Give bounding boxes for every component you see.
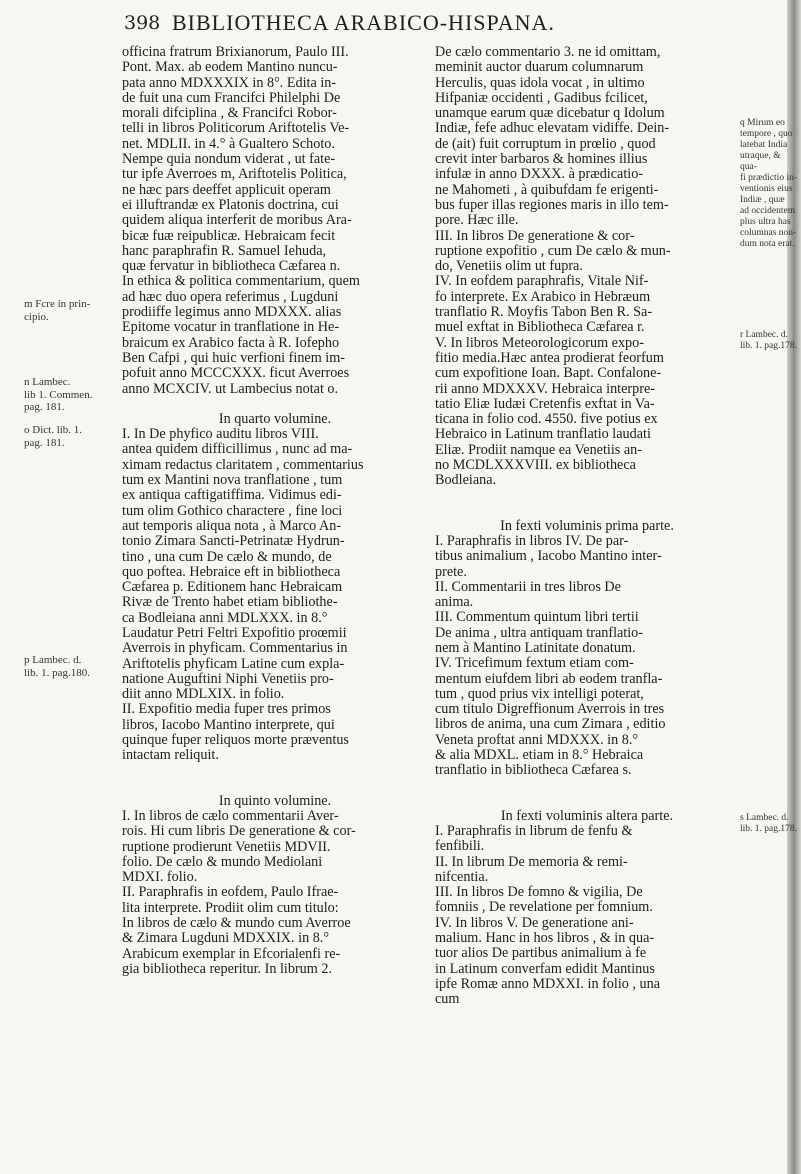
text-line: II. Expofitio media fuper tres primos [122,701,331,718]
text-line: II. Paraphrafis in eofdem, Paulo Ifrae- [122,884,339,901]
text-line [122,779,428,794]
text-line: ximam redactus claritatem , commentarius [122,456,364,473]
margin-note-r: r Lambec. d. lib. 1. pag.178. [740,330,797,351]
text-line: Ariftotelis phyficam Latine cum expla- [122,655,345,672]
text-line: libros, Iacobo Mantino interprete, qui [122,716,335,733]
text-line: braicum ex Arabico facta à R. Iofepho [122,334,340,351]
text-line: natione Auguftini Niphi Venetiis pro- [122,670,334,687]
text-line: cum titulo Digreffionum Averrois in tres [435,701,665,718]
text-line: muel exftat in Bibliotheca Cæfarea r. [435,319,645,336]
text-line: tranflatio R. Moyfis Tabon Ben R. Sa- [435,304,653,321]
text-line: malium. Hanc in hos libros , & in qua- [435,930,655,947]
text-line: ne hæc pars deeffet applicuit operam [122,181,331,198]
text-line: de (ait) fuit corruptum in prœlio , quod [435,135,656,152]
text-line: & Zimara Lugduni MDXXIX. in 8.° [122,930,330,947]
page-number: 398 [124,12,161,34]
text-line: fo interprete. Ex Arabico in Hebræum [435,288,651,305]
section-heading: In fexti voluminis prima parte. [500,517,674,534]
text-line: In ethica & politica commentarium, quem [122,273,360,290]
text-line: tuor alios De partibus animalium à fe [435,945,647,962]
text-line: anima. [435,594,474,611]
text-line: Eliæ. Prodiit namque ea Venetiis an- [435,441,642,458]
text-line: ca Bodleiana anni MDLXXX. in 8.° [122,609,328,626]
text-line: tum , quod prius vix intelligi poterat, [435,685,644,702]
section-heading: In fexti voluminis altera parte. [500,807,674,824]
text-line: meminit auctor duarum columnarum [435,59,644,76]
text-line: Rivæ de Trento habet etiam bibliothe- [122,594,338,611]
section-heading: In quinto volumine. [218,792,332,809]
margin-note-s: s Lambec. d. lib. 1. pag.178. [740,813,797,834]
text-line: nem à Mantino Latinitate donatum. [435,639,636,656]
text-line: folio. De cælo & mundo Mediolani [122,853,323,870]
text-line: tino , una cum De cælo & mundo, de [122,548,332,565]
text-line: hanc paraphrafin R. Samuel Iehuda, [122,242,327,259]
text-line: pata anno MDXXXIX in 8°. Edita in- [122,74,337,91]
text-line: Arabicum exemplar in Efcorialenfi re- [122,945,341,962]
text-line: Hebraico in Latinum tranflatio laudati [435,426,651,443]
text-line: Bodleiana. [435,472,497,489]
text-line: De anima , ultra antiquam tranflatio- [435,624,644,641]
text-line [435,489,739,504]
text-line: tranflatio in bibliotheca Cæfarea s. [435,762,632,779]
text-line: V. In libros Meteorologicorum expo- [435,334,644,351]
text-line: de fuit una cum Francifci Philelphi De [122,89,341,106]
text-line: & alia MDXL. etiam in 8.° Hebraica [435,747,644,764]
text-line [435,504,739,519]
text-line: Cæfarea p. Editionem hanc Hebraicam [122,579,343,596]
right-column [435,45,739,1008]
text-line: Pont. Max. ab eodem Mantino nuncu- [122,59,338,76]
text-line: quo poftea. Hebraice eft in bibliotheca [122,563,341,580]
text-line: Indiæ, fefe adhuc elevatam vidiffe. Dein- [435,120,670,137]
text-line: I. Paraphrafis in librum de fenfu & [435,822,633,839]
text-line: mentum eiufdem libri ab eodem tranfla- [435,670,663,687]
text-line: ticana in folio cod. 4550. five potius ex [435,411,658,428]
text-line: I. In libros de cælo commentarii Aver- [122,807,339,824]
text-line: in Latinum converfam edidit Mantinus [435,960,655,977]
text-line: anno MCXCIV. ut Lambecius notat o. [122,380,339,397]
text-line: MDXI. folio. [122,869,198,886]
text-line: Hifpaniæ occidenti , Gadibus fcilicet, [435,89,648,106]
text-line: do, Venetiis olim ut fupra. [435,258,583,275]
text-line: gia bibliotheca reperitur. In librum 2. [122,960,332,977]
text-line: In libros de cælo & mundo cum Averroe [122,915,351,932]
text-line: pore. Hæc ille. [435,212,519,229]
text-line: quæ fervatur in bibliotheca Cæfarea n. [122,258,341,275]
text-line: ruptione prodierunt Venetiis MDVII. [122,838,331,855]
text-line: IV. In libros V. De generatione ani- [435,914,634,931]
text-line: rii anno MDXXXV. Hebraica interpre- [435,380,655,397]
text-line: bus fuper illas regiones maris in illo tem- [435,196,669,213]
text-line: telli in libros Politicorum Ariftotelis Ve- [122,120,350,137]
text-line: fitio media.Hæc antea prodierat feorfum [435,349,664,366]
text-line: fomniis , De revelatione per fomnium. [435,899,653,916]
text-line: quinque fuper reliquos morte præventus [122,732,349,749]
text-line: ad hæc duo opera referimus , Lugduni [122,288,339,305]
margin-note-o: o Dict. lib. 1. pag. 181. [24,424,83,449]
text-line: crevit inter barbaros & homines illius [435,151,648,168]
text-line: morali difciplina , & Francifci Robor- [122,105,337,122]
text-line [122,397,428,412]
text-line: Laudatur Petri Feltri Expofitio proœmii [122,624,347,641]
text-line: pofuit anno MCCCXXX. ficut Averroes [122,365,350,382]
text-line: tonio Zimara Sancti-Petrinatæ Hydrun- [122,533,345,550]
text-line: De cælo commentario 3. ne id omittam, [435,44,661,60]
text-line: Averrois in phyficam. Commentarius in [122,640,348,657]
text-line: Herculis, quas idola vocat , in ultimo [435,74,645,91]
text-line: prete. [435,563,467,580]
text-line: cum [435,991,460,1008]
text-line: I. Paraphrafis in libros IV. De par- [435,532,629,549]
text-line: quidem aliqua interferit de moribus Ara- [122,212,352,229]
text-line: bicæ fuæ reipublicæ. Hebraicam fecit [122,227,336,244]
text-line: Ben Cafpi , qui huic verfioni finem im- [122,349,346,366]
text-line: tatio Eliæ Iudæi Cretenfis exftat in Va- [435,395,655,412]
text-line: ne Mahometi , à quibufdam fe erigenti- [435,181,659,198]
text-line: diit anno MDLXIX. in folio. [122,686,285,703]
text-line: ruptione expofitio , cum De cælo & mun- [435,242,671,259]
text-line: antea quidem difficillimus , nunc ad ma- [122,441,353,458]
text-line: libros de anima, una cum Zimara , editio [435,716,666,733]
text-line: cum expofitione Ioan. Bapt. Confalone- [435,365,662,382]
margin-note-n: n Lambec. lib 1. Commen. pag. 181. [24,376,93,413]
running-title: BIBLIOTHECA ARABICO-HISPANA. [172,10,555,35]
text-line: unamque earum quæ dicebatur q Idolum [435,105,665,122]
margin-note-m: m Fcre in prin- cipio. [24,298,91,323]
text-line: Epitome vocatur in tranflatione in He- [122,319,340,336]
section-heading: In quarto volumine. [218,410,332,427]
text-line: Veneta proftat anni MDXXX. in 8.° [435,731,639,748]
text-line [122,764,428,779]
text-line: tum olim Gothico charactere , fine loci [122,502,343,519]
text-line: Nempe quia nondum viderat , ut fate- [122,151,336,168]
text-line: prodiiffe legimus anno MDXXX. alias [122,304,342,321]
text-line [435,779,739,794]
text-line: II. In librum De memoria & remi- [435,853,628,870]
text-line: rois. Hi cum libris De generatione & cor- [122,823,356,840]
margin-note-q: q Mirum eo tempore , quo latebat India utraque, & qua- fi prædictio in- ventionis eius Indiæ , quæ ad occidentem plus ultra has columnas non- dum nota erat. [740,118,797,249]
text-line: III. In libros De generatione & cor- [435,227,635,244]
text-line: intactam reliquit. [122,747,219,764]
text-line: tur ipfe Averroes m, Ariftotelis Politica, [122,166,347,183]
text-line: fenfibili. [435,838,485,855]
text-line [435,794,739,809]
text-line: ei illuftrandæ ex Platonis doctrina, cui [122,196,339,213]
page-header [0,6,801,46]
text-line: II. Commentarii in tres libros De [435,578,621,595]
text-line: I. In De phyfico auditu libros VIII. [122,426,319,443]
text-line: no MCDLXXXVIII. ex bibliotheca [435,457,636,474]
text-line: IV. In eofdem paraphrafis, Vitale Nif- [435,273,649,290]
text-line: ex antiqua caftigatiffima. Vidimus edi- [122,487,342,504]
text-line: III. In libros De fomno & vigilia, De [435,884,643,901]
left-column [122,45,428,977]
text-line: tibus animalium , Iacobo Mantino inter- [435,548,662,565]
text-line: net. MDLII. in 4.° à Gualtero Schoto. [122,135,335,152]
text-line: III. Commentum quintum libri tertii [435,609,639,626]
text-line: officina fratrum Brixianorum, Paulo III. [122,44,349,60]
text-line: nifcentia. [435,868,489,885]
text-line: infulæ in anno DXXX. à prædicatio- [435,166,644,183]
text-line: IV. Tricefimum fextum etiam com- [435,655,634,672]
text-line: aut temporis aliqua nota , à Marco An- [122,517,342,534]
text-line: ipfe Romæ anno MDXXI. in folio , una [435,975,661,992]
margin-note-p: p Lambec. d. lib. 1. pag.180. [24,654,90,679]
text-line: tum ex Mantini nova tranflatione , tum [122,472,343,489]
text-line: lita interprete. Prodiit olim cum titulo: [122,899,339,916]
